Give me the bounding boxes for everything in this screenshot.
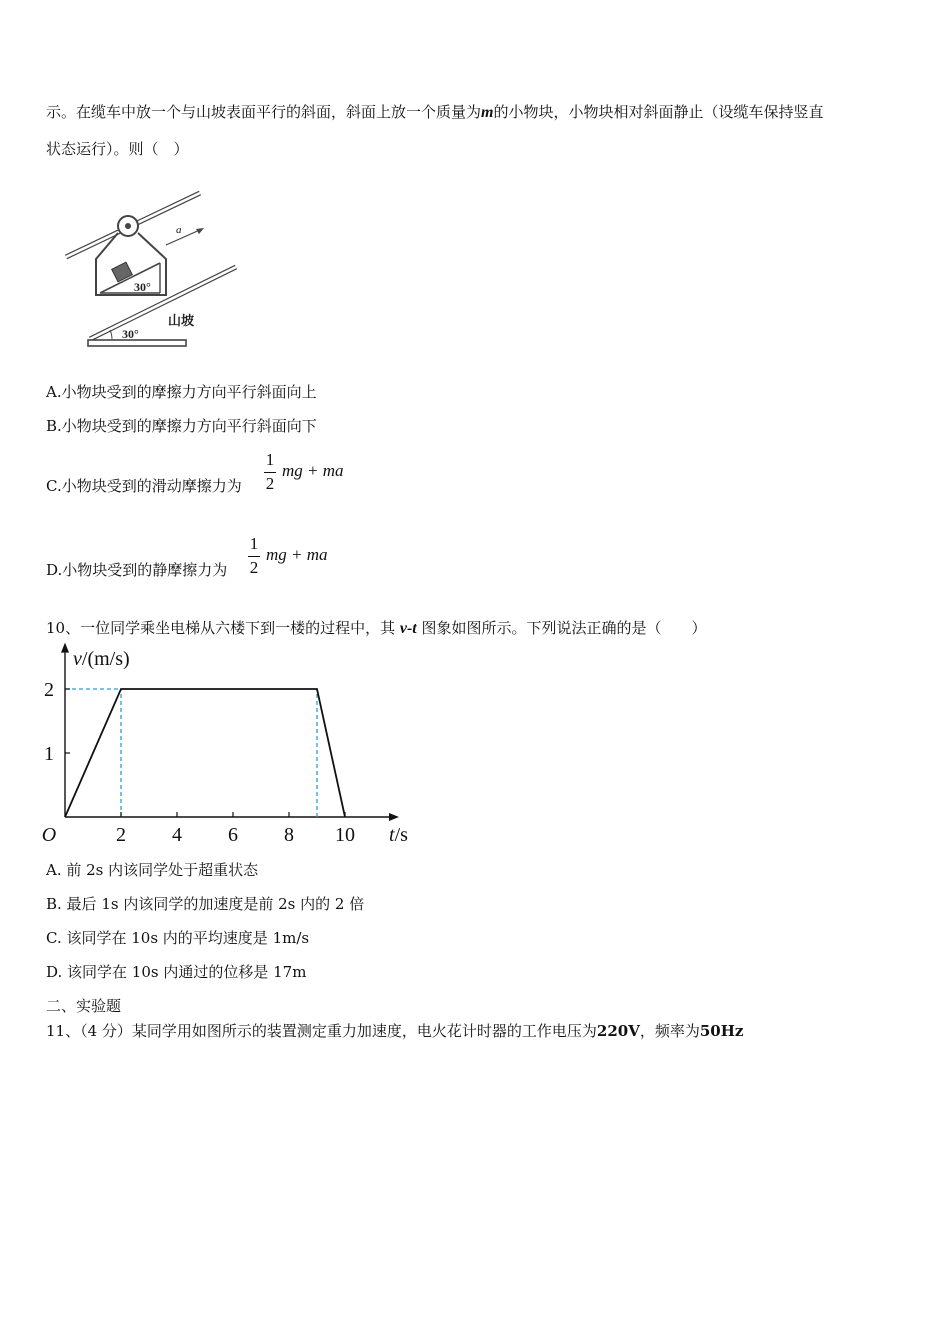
- velocity-line: [65, 689, 345, 817]
- q10-option-a: A. 前 2s 内该同学处于超重状态: [46, 861, 259, 879]
- y-tick-label: 1: [44, 743, 54, 765]
- section-heading: 二、实验题: [46, 997, 122, 1015]
- q10-option-d: D. 该同学在 10s 内通过的位移是 17m: [46, 963, 307, 981]
- formula-denominator: 2: [249, 558, 259, 577]
- q9-intro-text-end: 的小物块，小物块相对斜面静止（设缆车保持竖直: [493, 103, 824, 121]
- origin-label: O: [41, 824, 57, 846]
- q9-intro-text: 示。在缆车中放一个与山坡表面平行的斜面，斜面上放一个质量为: [46, 103, 482, 121]
- q10-stem-symbol: v-t: [399, 620, 417, 637]
- q10-stem-suffix: 图象如图所示。下列说法正确的是（ ）: [421, 619, 707, 637]
- q11-freq: 50Hz: [699, 1022, 744, 1040]
- mass-symbol: m: [481, 104, 494, 121]
- q9-option-a: A.小物块受到的摩擦力方向平行斜面向上: [46, 383, 317, 401]
- q10-option-b: B. 最后 1s 内该同学的加速度是前 2s 内的 2 倍: [46, 895, 365, 913]
- y-tick-label: 2: [44, 679, 54, 701]
- x-tick-label: 4: [172, 824, 182, 846]
- q9-intro-line1: [46, 102, 823, 123]
- formula-denominator: 2: [265, 474, 275, 493]
- q11-stem: [46, 1021, 743, 1041]
- y-axis-arrow-icon: [61, 643, 69, 653]
- accel-arrow-icon: [166, 229, 202, 245]
- formula-tail: mg + ma: [282, 461, 344, 480]
- x-tick-label: 8: [284, 824, 294, 846]
- q10-stem-prefix: 10、一位同学乘坐电梯从六楼下到一楼的过程中，其: [46, 619, 396, 637]
- q10-stem: [46, 618, 707, 639]
- q9-option-b: B.小物块受到的摩擦力方向平行斜面向下: [46, 417, 317, 435]
- x-axis-label: t/s: [389, 824, 408, 846]
- inner-angle-label: 30°: [134, 280, 151, 294]
- y-axis-label: v/(m/s): [73, 648, 130, 670]
- x-tick-label: 10: [335, 824, 355, 846]
- slope-angle-label: 30°: [122, 327, 139, 341]
- formula-tail: mg + ma: [266, 545, 328, 564]
- x-tick-label: 2: [116, 824, 126, 846]
- car-body: [96, 233, 166, 295]
- formula-numerator: 1: [249, 534, 259, 553]
- q10-option-c: C. 该同学在 10s 内的平均速度是 1m/s: [46, 929, 310, 947]
- slope-label: 山坡: [168, 313, 195, 328]
- q9-option-d: D.小物块受到的静摩擦力为: [46, 561, 228, 579]
- x-axis-arrow-icon: [389, 813, 399, 821]
- q11-voltage: 220V: [596, 1022, 640, 1040]
- inner-incline: [100, 263, 160, 293]
- q11-prefix: 11、（4 分）某同学用如图所示的装置测定重力加速度，电火花计时器的工作电压为: [46, 1022, 597, 1040]
- cable-car-figure: [60, 185, 260, 353]
- vt-chart: [40, 645, 408, 850]
- q9-intro-line2: 状态运行）。则（ ）: [46, 140, 189, 158]
- x-tick-label: 6: [228, 824, 238, 846]
- formula-numerator: 1: [265, 450, 275, 469]
- q9-option-c: C.小物块受到的滑动摩擦力为: [46, 477, 242, 495]
- q11-mid: ，频率为: [639, 1022, 700, 1040]
- accel-label: a: [176, 224, 182, 236]
